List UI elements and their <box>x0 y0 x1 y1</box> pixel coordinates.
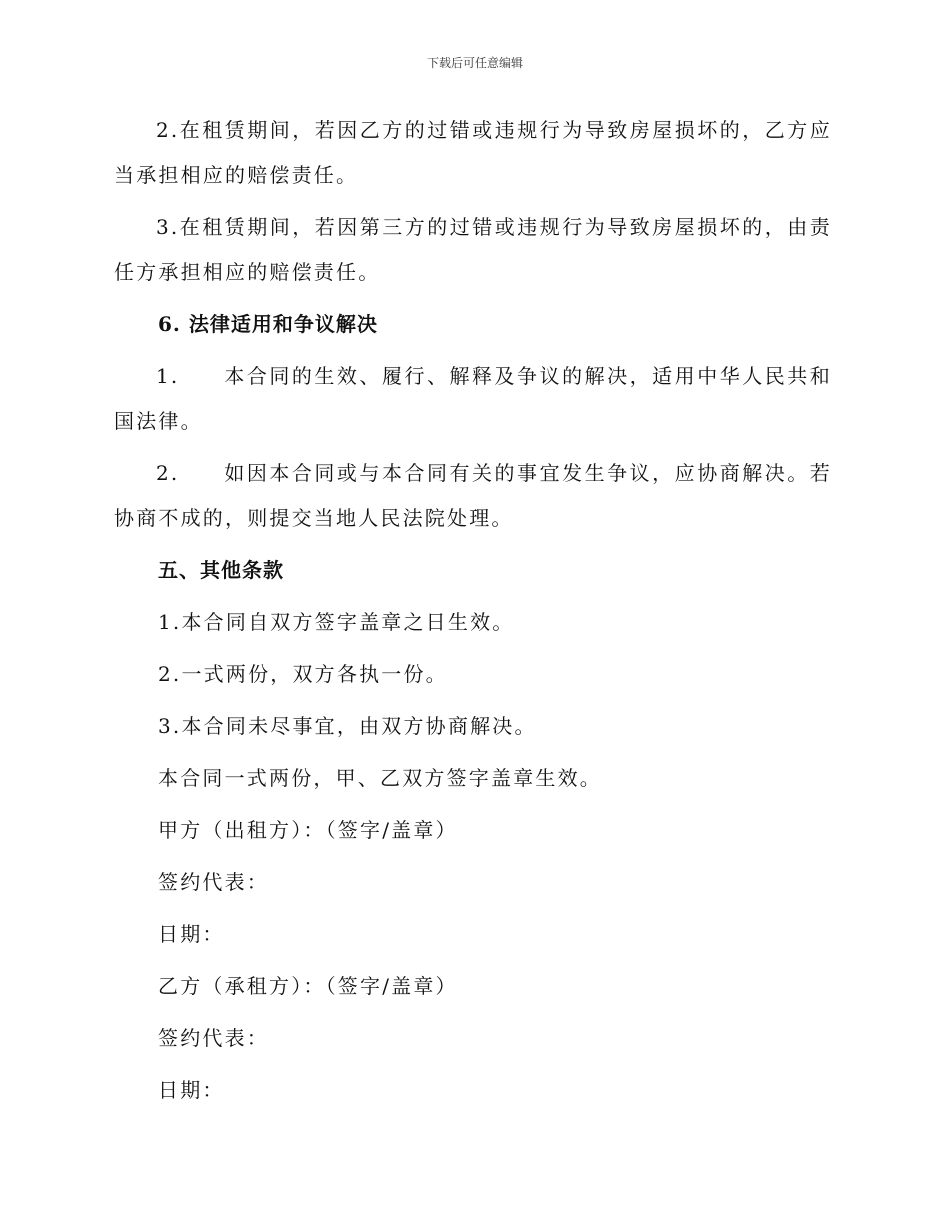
list-item-number: 1. <box>156 364 180 388</box>
clause-effective: 1.本合同自双方签字盖章之日生效。 <box>158 610 515 634</box>
clause-unresolved: 3.本合同未尽事宜，由双方协商解决。 <box>158 714 537 738</box>
section-heading-law: 6. 法律适用和争议解决 <box>158 312 378 336</box>
signature-party-b-date: 日期： <box>158 1078 225 1102</box>
paragraph-damage-third-party: 3.在租赁期间，若因第三方的过错或违规行为导致房屋损坏的，由责任方承担相应的赔偿责任。 <box>114 215 832 284</box>
signature-party-b: 乙方（承租方）：（签字/盖章） <box>158 974 458 998</box>
signature-party-b-rep: 签约代表： <box>158 1026 269 1050</box>
document-body <box>114 108 832 1120</box>
list-item-number: 2. <box>156 461 180 485</box>
signature-party-a-rep: 签约代表： <box>158 870 269 894</box>
list-item-law-1 <box>114 354 832 444</box>
signature-party-a: 甲方（出租方）：（签字/盖章） <box>158 818 458 842</box>
list-item-law-2 <box>114 451 832 541</box>
signature-party-a-date: 日期： <box>158 922 225 946</box>
list-item-text: 如因本合同或与本合同有关的事宜发生争议，应协商解决。若协商不成的，则提交当地人民法院处理。 <box>114 461 832 530</box>
clause-signing: 本合同一式两份，甲、乙双方签字盖章生效。 <box>158 766 602 790</box>
clause-copies: 2.一式两份，双方各执一份。 <box>158 662 448 686</box>
section-heading-other: 五、其他条款 <box>158 558 284 582</box>
list-item-text: 本合同的生效、履行、解释及争议的解决，适用中华人民共和国法律。 <box>114 364 832 433</box>
paragraph-damage-tenant: 2.在租赁期间，若因乙方的过错或违规行为导致房屋损坏的，乙方应当承担相应的赔偿责任。 <box>114 118 832 187</box>
page-header: 下载后可任意编辑 <box>426 56 523 70</box>
